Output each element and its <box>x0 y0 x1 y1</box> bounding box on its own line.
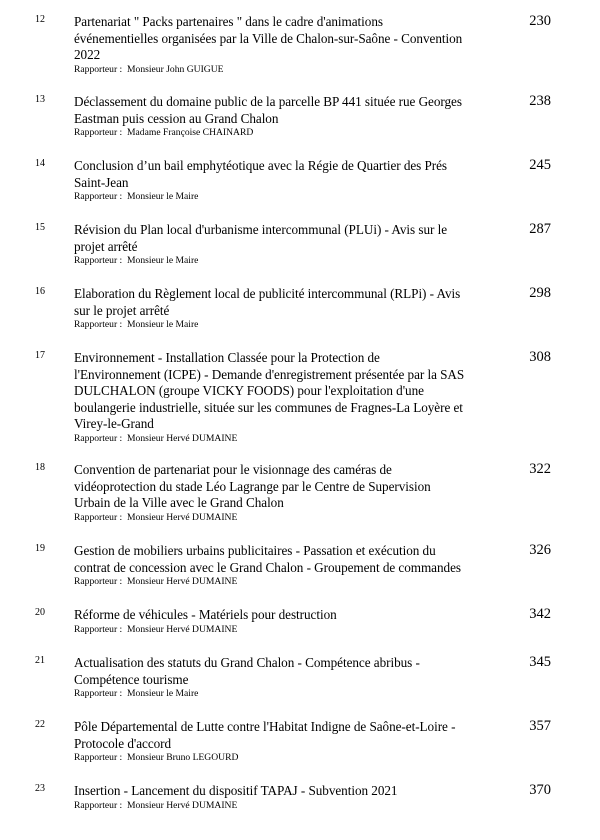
entry-title: Actualisation des statuts du Grand Chalon - Compétence abribus - Compétence tourisme <box>74 655 420 687</box>
entry-body <box>74 350 494 445</box>
entry-page-number: 238 <box>529 93 551 109</box>
entry-page-number: 287 <box>529 221 551 237</box>
entry-rapporteur: Rapporteur : Monsieur Hervé DUMAINE <box>74 511 238 523</box>
entry-page-number: 345 <box>529 654 551 670</box>
entry-number: 18 <box>35 462 45 473</box>
entry-rapporteur: Rapporteur : Monsieur le Maire <box>74 688 199 699</box>
entry-rapporteur: Rapporteur : Monsieur Hervé DUMAINE <box>74 799 238 811</box>
entry-number: 16 <box>35 286 45 297</box>
entry-title: Pôle Départemental de Lutte contre l'Habitat Indigne de Saône-et-Loire - Protocole d'accord <box>74 719 456 751</box>
entry-number: 21 <box>35 655 45 666</box>
entry-title: Insertion - Lancement du dispositif TAPAJ - Subvention 2021 <box>74 783 398 798</box>
entry-title: Réforme de véhicules - Matériels pour destruction <box>74 607 337 622</box>
entry-rapporteur: Rapporteur : Monsieur le Maire <box>74 319 199 330</box>
entry-title: Elaboration du Règlement local de publicité intercommunal (RLPi) - Avis sur le projet arrêté <box>74 286 461 318</box>
entry-title: Gestion de mobiliers urbains publicitaires - Passation et exécution du contrat de concession avec le Grand Chalon - Groupement de commandes <box>74 543 461 575</box>
entry-rapporteur: Rapporteur : Monsieur Bruno LEGOURD <box>74 752 239 763</box>
entry-number: 15 <box>35 222 45 233</box>
entry-number: 13 <box>35 94 45 105</box>
entry-page-number: 357 <box>529 718 551 734</box>
entry-rapporteur: Rapporteur : Monsieur le Maire <box>74 191 199 202</box>
entry-title: Environnement - Installation Classée pour la Protection de l'Environnement (ICPE) - Demande d'enregistrement présentée par la SAS DULCHALON (groupe VICKY FOODS) pour l'exploitation d'une boulangerie industrielle, située sur les communes de Fragnes-La Loyère et Virey-le-Grand <box>74 350 465 431</box>
entry-number: 23 <box>35 783 45 794</box>
entry-page-number: 370 <box>529 782 551 798</box>
entry-rapporteur: Rapporteur : Monsieur Hervé DUMAINE <box>74 623 238 635</box>
entry-body <box>74 655 494 700</box>
entry-number: 20 <box>35 607 45 618</box>
entry-body <box>74 222 494 267</box>
entry-body <box>74 462 494 524</box>
entry-rapporteur: Rapporteur : Monsieur le Maire <box>74 255 199 266</box>
entry-title: Révision du Plan local d'urbanisme intercommunal (PLUi) - Avis sur le projet arrêté <box>74 222 447 254</box>
entry-title: Déclassement du domaine public de la parcelle BP 441 située rue Georges Eastman puis cession au Grand Chalon <box>74 94 462 126</box>
entry-page-number: 342 <box>529 606 551 622</box>
entry-body <box>74 158 494 203</box>
entry-page-number: 245 <box>529 157 551 173</box>
entry-page-number: 230 <box>529 13 551 29</box>
entry-rapporteur: Rapporteur : Madame Françoise CHAINARD <box>74 127 254 138</box>
entry-page-number: 322 <box>529 461 551 477</box>
entry-body <box>74 543 494 588</box>
entry-number: 19 <box>35 543 45 554</box>
entry-title: Conclusion d’un bail emphytéotique avec la Régie de Quartier des Prés Saint-Jean <box>74 158 448 190</box>
entry-number: 14 <box>35 158 45 169</box>
entry-number: 22 <box>35 719 45 730</box>
entry-number: 17 <box>35 350 45 361</box>
entry-body <box>74 719 494 764</box>
entry-title: Partenariat " Packs partenaires " dans le cadre d'animations événementielles organisées par la Ville de Chalon-sur-Saône - Convention 2022 <box>74 14 463 62</box>
entry-body <box>74 783 494 812</box>
entry-rapporteur: Rapporteur : Monsieur John GUIGUE <box>74 63 224 75</box>
entry-page-number: 308 <box>529 349 551 365</box>
entry-title: Convention de partenariat pour le visionnage des caméras de vidéoprotection du stade Léo Lagrange par le Centre de Supervision Urbain de la Ville avec le Grand Chalon <box>74 462 431 510</box>
entry-page-number: 326 <box>529 542 551 558</box>
entry-page-number: 298 <box>529 285 551 301</box>
entry-rapporteur: Rapporteur : Monsieur Hervé DUMAINE <box>74 432 238 444</box>
entry-body <box>74 286 494 331</box>
entry-number: 12 <box>35 14 45 25</box>
entry-body <box>74 14 494 76</box>
entry-rapporteur: Rapporteur : Monsieur Hervé DUMAINE <box>74 576 238 587</box>
entry-body <box>74 94 494 139</box>
entry-body <box>74 607 494 636</box>
